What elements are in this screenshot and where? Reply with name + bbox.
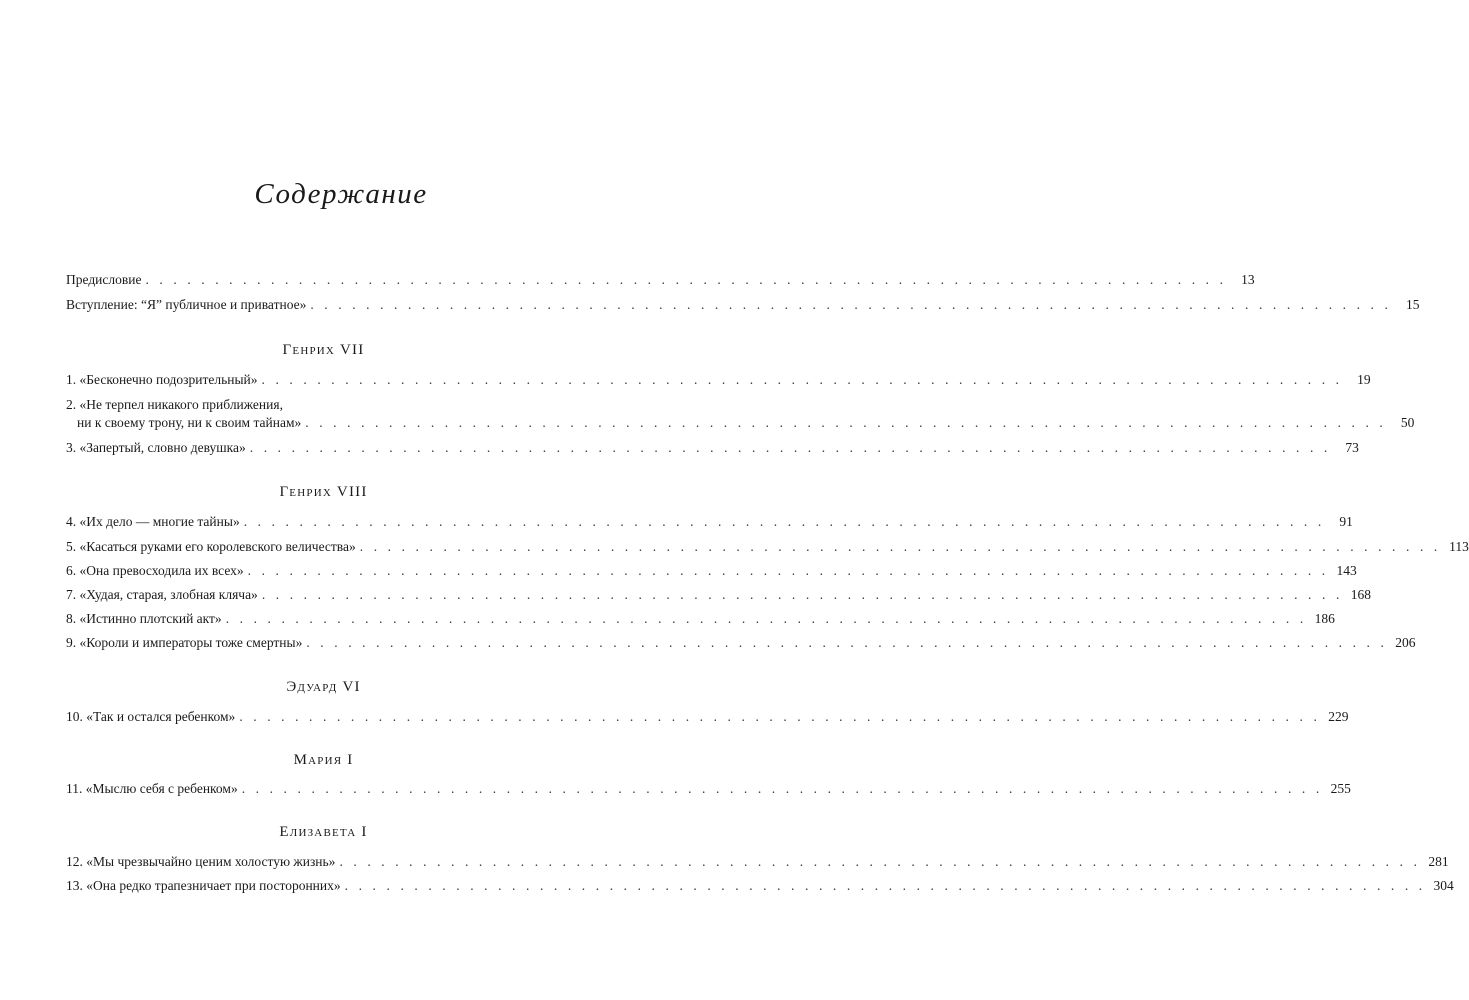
dot-leader: . . . . . . . . . . . . . . . . . . . . . . . . . . . . . . . . . . . . . . . . . . . . . . . . . . . . . . . . . . . . . . . . . . . . . . . . . . . . . .	[344, 878, 1426, 893]
entry-label-continued	[66, 413, 305, 433]
dot-leader: . . . . . . . . . . . . . . . . . . . . . . . . . . . . . . . . . . . . . . . . . . . . . . . . . . . . . . . . . . . . . . . . . . . . . . . . . . . . . .	[239, 709, 1321, 724]
dot-leader: . . . . . . . . . . . . . . . . . . . . . . . . . . . . . . . . . . . . . . . . . . . . . . . . . . . . . . . . . . . . . . . . . . . . . . . . . . . . . .	[225, 611, 1307, 626]
entry-page: 13	[1241, 272, 1255, 287]
entry-label: 4. «Их дело — многие тайны»	[66, 512, 244, 532]
dot-leader: . . . . . . . . . . . . . . . . . . . . . . . . . . . . . . . . . . . . . . . . . . . . . . . . . . . . . . . . . . . . . . . . . . . . . . . . . . . . . .	[249, 440, 1331, 455]
entry-label: 9. «Короли и императоры тоже смертны»	[66, 633, 306, 653]
section-heading: Елизавета I	[279, 824, 368, 840]
entry-page: 19	[1357, 372, 1371, 387]
toc-entry[interactable]	[66, 609, 1335, 629]
entry-label: 10. «Так и остался ребенком»	[66, 707, 239, 727]
section-heading: Генрих VIII	[279, 484, 368, 500]
entry-page: 15	[1405, 297, 1420, 312]
dot-leader: . . . . . . . . . . . . . . . . . . . . . . . . . . . . . . . . . . . . . . . . . . . . . . . . . . . . . . . . . . . . . . . . . . . . . . . . . . . . . .	[305, 415, 1387, 430]
entry-label: 12. «Мы чрезвычайно ценим холостую жизнь»	[66, 852, 339, 872]
dot-leader: . . . . . . . . . . . . . . . . . . . . . . . . . . . . . . . . . . . . . . . . . . . . . . . . . . . . . . . . . . . . . . . . . . . . . . . . . . . . . .	[339, 854, 1421, 869]
dot-leader: . . . . . . . . . . . . . . . . . . . . . . . . . . . . . . . . . . . . . . . . . . . . . . . . . . . . . . . . . . . . . . . . . . . . . . . . . . . . . .	[310, 297, 1392, 312]
toc-entry[interactable]	[66, 512, 1353, 532]
entry-label: 11. «Мыслю себя с ребенком»	[66, 779, 242, 799]
toc-entry-line1[interactable]	[66, 395, 581, 415]
entry-label: Предисловие	[66, 270, 145, 290]
entry-page: 186	[1314, 611, 1335, 626]
dot-leader: . . . . . . . . . . . . . . . . . . . . . . . . . . . . . . . . . . . . . . . . . . . . . . . . . . . . . . . . . . . . . . . . . . . . . . . . . . . . . .	[145, 272, 1227, 287]
section-heading: Эдуард VI	[286, 679, 361, 695]
entry-page: 50	[1400, 415, 1415, 430]
dot-leader: . . . . . . . . . . . . . . . . . . . . . . . . . . . . . . . . . . . . . . . . . . . . . . . . . . . . . . . . . . . . . . . . . . . . . . . . . . . . . .	[261, 372, 1343, 387]
entry-page: 206	[1395, 635, 1416, 650]
toc-entry[interactable]	[66, 633, 1416, 653]
entry-page: 229	[1328, 709, 1349, 724]
entry-label-continued-text: ни к своему трону, ни к своим тайнам»	[77, 415, 302, 430]
entry-page: 73	[1345, 440, 1359, 455]
dot-leader: . . . . . . . . . . . . . . . . . . . . . . . . . . . . . . . . . . . . . . . . . . . . . . . . . . . . . . . . . . . . . . . . . . . . . . . . . . . . . .	[261, 587, 1343, 602]
toc-entry[interactable]	[66, 852, 1449, 872]
entry-page: 143	[1336, 563, 1357, 578]
entry-page: 91	[1339, 514, 1353, 529]
dot-leader: . . . . . . . . . . . . . . . . . . . . . . . . . . . . . . . . . . . . . . . . . . . . . . . . . . . . . . . . . . . . . . . . . . . . . . . . . . . . . .	[241, 781, 1323, 796]
entry-label: 1. «Бесконечно подозрительный»	[66, 370, 262, 390]
dot-leader: . . . . . . . . . . . . . . . . . . . . . . . . . . . . . . . . . . . . . . . . . . . . . . . . . . . . . . . . . . . . . . . . . . . . . . . . . . . . . .	[243, 514, 1325, 529]
entry-page: 255	[1330, 781, 1351, 796]
toc-entry-preface[interactable]	[66, 270, 1255, 290]
entry-label: 3. «Запертый, словно девушка»	[66, 438, 250, 458]
entry-label: 7. «Худая, старая, злобная кляча»	[66, 585, 262, 605]
dot-leader: . . . . . . . . . . . . . . . . . . . . . . . . . . . . . . . . . . . . . . . . . . . . . . . . . . . . . . . . . . . . . . . . . . . . . . . . . . . . . .	[359, 539, 1441, 554]
toc-entry[interactable]	[66, 779, 1351, 799]
entry-page: 281	[1428, 854, 1449, 869]
entry-label: 2. «Не терпел никакого приближения,	[66, 395, 283, 415]
entry-page: 168	[1350, 587, 1371, 602]
entry-label: 6. «Она превосходила их всех»	[66, 561, 248, 581]
toc-entry[interactable]	[66, 438, 1359, 458]
entry-label: 13. «Она редко трапезничает при посторонних»	[66, 876, 345, 896]
toc-entry[interactable]	[66, 561, 1357, 581]
section-heading: Мария I	[293, 752, 354, 768]
page-title: Содержание	[254, 178, 428, 210]
entry-page: 304	[1433, 878, 1454, 893]
toc-entry[interactable]	[66, 585, 1371, 605]
dot-leader: . . . . . . . . . . . . . . . . . . . . . . . . . . . . . . . . . . . . . . . . . . . . . . . . . . . . . . . . . . . . . . . . . . . . . . . . . . . . . .	[306, 635, 1388, 650]
toc-entry-introduction[interactable]	[66, 295, 1420, 315]
section-heading: Генрих VII	[282, 342, 365, 358]
toc-entry[interactable]	[66, 876, 1454, 896]
toc-entry[interactable]	[66, 370, 1371, 390]
entry-label: 8. «Истинно плотский акт»	[66, 609, 226, 629]
entry-page: 113	[1449, 539, 1469, 554]
toc-entry[interactable]	[66, 537, 1469, 557]
entry-label: 5. «Касаться руками его королевского величества»	[66, 537, 360, 557]
toc-entry-line2[interactable]	[66, 413, 1415, 433]
toc-entry[interactable]	[66, 707, 1349, 727]
entry-label: Вступление: “Я” публичное и приватное»	[66, 295, 310, 315]
dot-leader: . . . . . . . . . . . . . . . . . . . . . . . . . . . . . . . . . . . . . . . . . . . . . . . . . . . . . . . . . . . . . . . . . . . . . . . . . . . . . .	[247, 563, 1329, 578]
